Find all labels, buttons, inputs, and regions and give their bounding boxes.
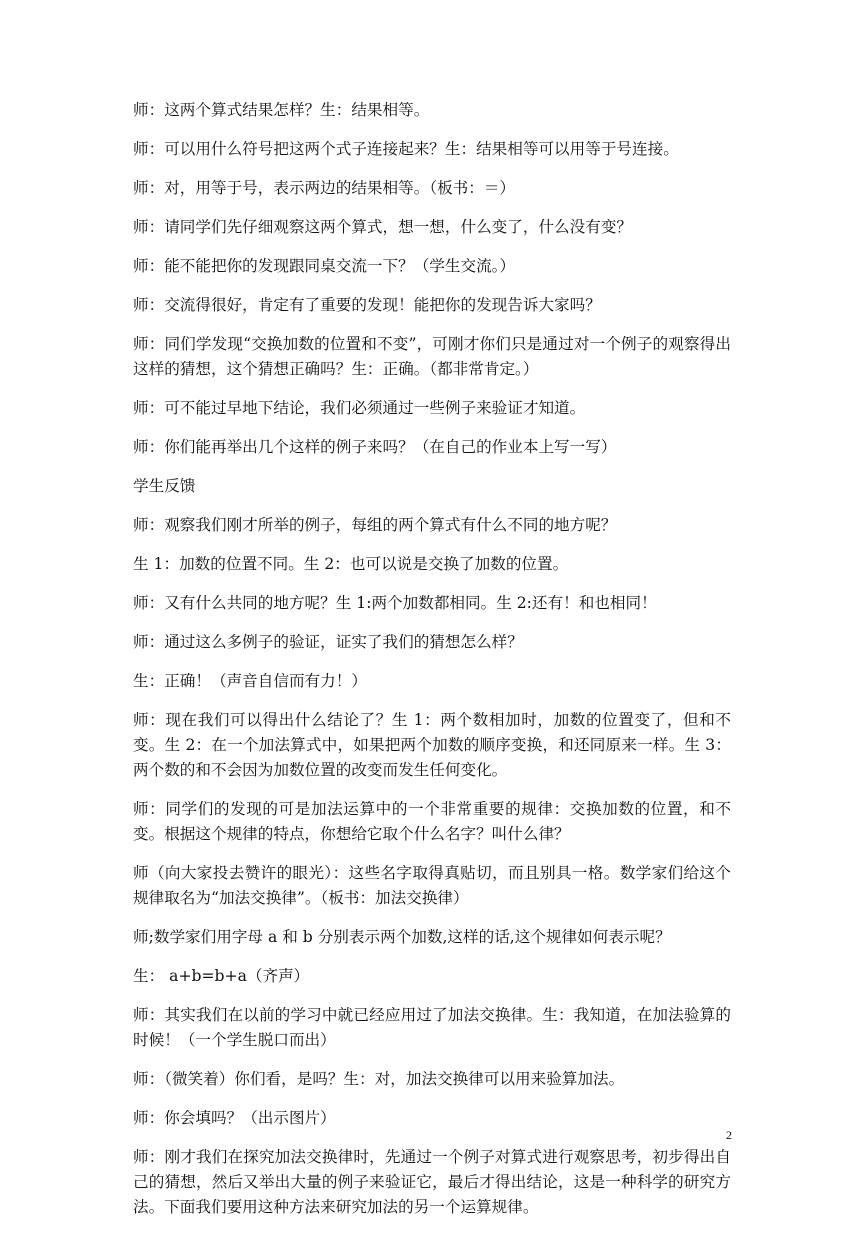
paragraph: 师：观察我们刚才所举的例子，每组的两个算式有什么不同的地方呢？ [133,516,617,534]
paragraph: 师：其实我们在以前的学习中就已经应用过了加法交换律。生：我知道，在加法验算的时候！（一个学生脱口而出） [133,1006,731,1049]
paragraph: 师：你们能再举出几个这样的例子来吗？（在自己的作业本上写一写） [133,438,617,456]
paragraph: 师：你会填吗？（出示图片） [133,1109,336,1127]
paragraph: 师：可以用什么符号把这两个式子连接起来？生：结果相等可以用等于号连接。 [133,140,679,158]
paragraph: 师：可不能过早地下结论，我们必须通过一些例子来验证才知道。 [133,399,586,417]
body-text [133,98,731,1234]
paragraph: 师：刚才我们在探究加法交换律时，先通过一个例子对算式进行观察思考，初步得出自己的猜想，然后又举出大量的例子来验证它，最后才得出结论，这是一种科学的研究方法。下面我们要用这种方法来研究加法的另一个运算规律。 [133,1148,731,1216]
paragraph: 师：又有什么共同的地方呢？生 1:两个加数都相同。生 2:还有！和也相同！ [133,594,657,612]
paragraph: 生： a+b=b+a（齐声） [133,967,310,985]
paragraph: 师：请同学们先仔细观察这两个算式，想一想，什么变了，什么没有变？ [133,218,633,236]
paragraph: 师：同学们的发现的可是加法运算中的一个非常重要的规律：交换加数的位置，和不变。根据这个规律的特点，你想给它取个什么名字？叫什么律？ [133,800,731,843]
paragraph: 师：交流得很好，肯定有了重要的发现！能把你的发现告诉大家吗？ [133,296,601,314]
paragraph: 生 1：加数的位置不同。生 2：也可以说是交换了加数的位置。 [133,555,569,573]
paragraph: 师：（微笑着）你们看，是吗？生：对，加法交换律可以用来验算加法。 [133,1070,625,1088]
paragraph: 师：能不能把你的发现跟同桌交流一下？（学生交流。） [133,257,516,275]
paragraph: 师：同们学发现“交换加数的位置和不变”，可刚才你们只是通过对一个例子的观察得出这样的猜想，这个猜想正确吗？生：正确。（都非常肯定。） [133,335,731,378]
paragraph: 生：正确！（声音自信而有力！） [133,672,367,690]
paragraph: 师：通过这么多例子的验证，证实了我们的猜想怎么样？ [133,633,523,651]
paragraph: 师;数学家们用字母 a 和 b 分别表示两个加数,这样的话,这个规律如何表示呢？ [133,928,671,946]
paragraph: 师：现在我们可以得出什么结论了？生 1：两个数相加时，加数的位置变了，但和不变。生 2：在一个加法算式中，如果把两个加数的顺序变换，和还同原来一样。生 3：两个数的和不会因为加数位置的改变而发生任何变化。 [133,711,731,779]
paragraph: 师：对，用等于号，表示两边的结果相等。（板书：＝） [133,179,516,197]
paragraph: 学生反馈 [133,477,196,495]
paragraph: 师（向大家投去赞许的眼光）：这些名字取得真贴切，而且别具一格。数学家们给这个规律取名为“加法交换律”。（板书：加法交换律） [133,864,731,907]
page-number: 2 [726,1128,732,1142]
paragraph: 师：这两个算式结果怎样？生：结果相等。 [133,101,430,119]
